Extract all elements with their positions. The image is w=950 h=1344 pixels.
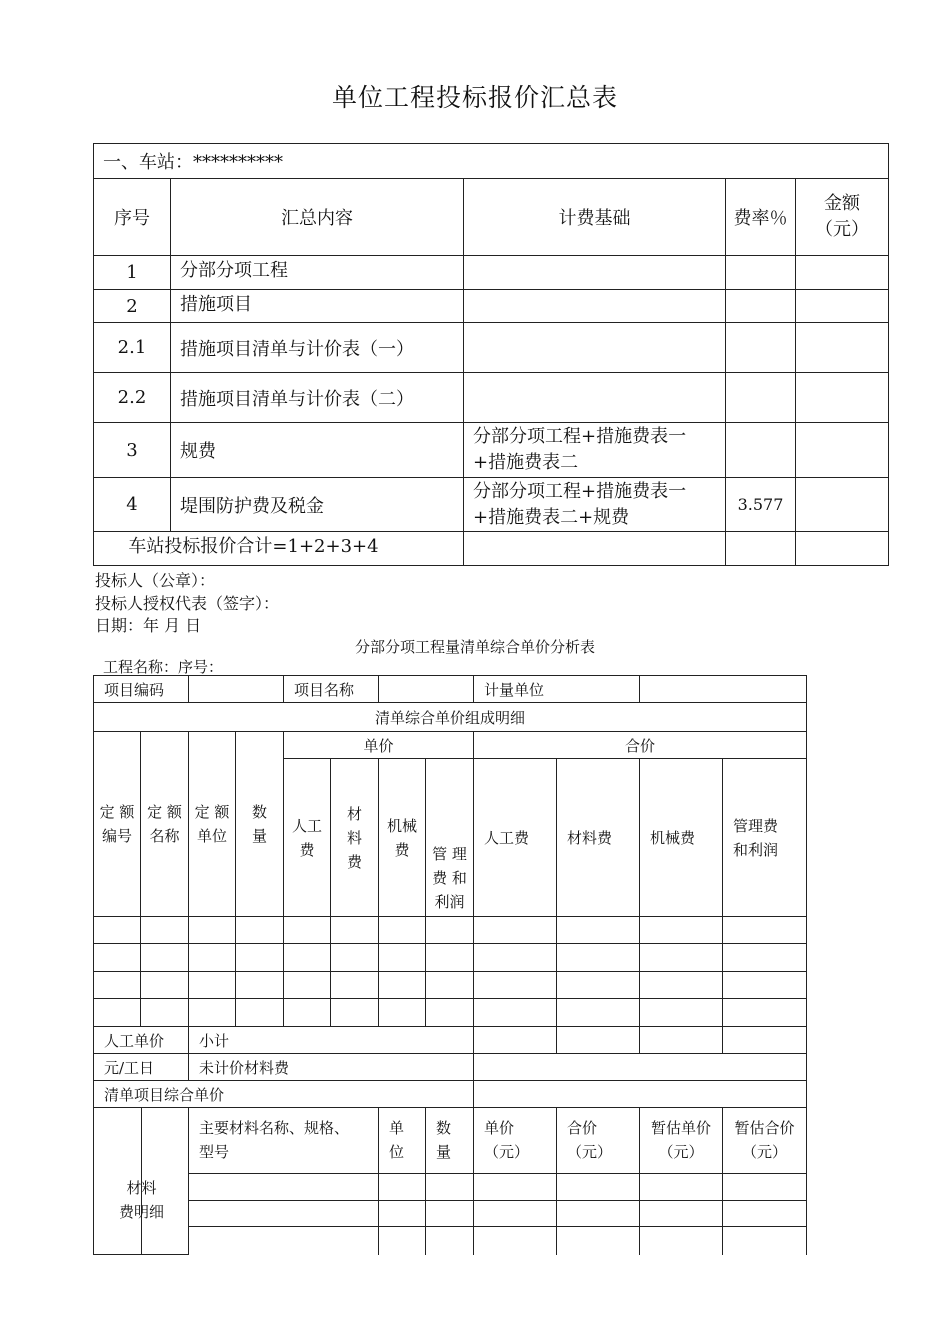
tp-material-header: 材料费 (557, 759, 640, 917)
row-seq: 2.2 (94, 373, 171, 423)
detail-title: 清单综合单价组成明细 (94, 703, 807, 732)
row-basis (464, 373, 726, 423)
table-row (94, 478, 889, 532)
total-label: 车站投标报价合计=1+2+3+4 (94, 532, 464, 566)
quota-name-header: 定 额 名称 (141, 732, 189, 917)
material-row (94, 1227, 807, 1255)
row-amount (796, 423, 889, 478)
m-est-total-header: 暂估合价 （元） (723, 1108, 807, 1174)
item-unit-price-row (94, 1081, 807, 1108)
summary-header-row (94, 179, 889, 256)
row-content: 措施项目清单与计价表（二） (171, 373, 464, 423)
station-label: 一、车站：********** (94, 144, 889, 179)
unit-measure-label: 计量单位 (474, 676, 640, 703)
row-content: 规费 (171, 423, 464, 478)
unpriced-label: 未计价材料费 (189, 1054, 474, 1081)
row-rate: 3.577 (726, 478, 796, 532)
header-rate: 费率％ (726, 179, 796, 256)
material-row (94, 1174, 807, 1201)
row-seq: 2 (94, 290, 171, 323)
row-basis (464, 256, 726, 290)
table-row (94, 917, 807, 944)
page-title: 单位工程投标报价汇总表 (331, 83, 618, 112)
row-basis: 分部分项工程+措施费表一 +措施费表二+规费 (464, 478, 726, 532)
table-row (94, 323, 889, 373)
subtotal-label: 小计 (189, 1027, 474, 1054)
m-total-header: 合价 （元） (557, 1108, 640, 1174)
row-rate (726, 290, 796, 323)
total-rate (726, 532, 796, 566)
item-unit-price-label: 清单项目综合单价 (94, 1081, 474, 1108)
row-rate (726, 323, 796, 373)
item-name-label: 项目名称 (284, 676, 379, 703)
item-info-row (94, 676, 807, 703)
header-content: 汇总内容 (171, 179, 464, 256)
row-basis (464, 290, 726, 323)
representative-label: 投标人授权代表（签字）： (95, 594, 280, 613)
material-header-row (94, 1108, 807, 1174)
total-row (94, 532, 889, 566)
per-day-label: 元/工日 (94, 1054, 189, 1081)
total-amount (796, 532, 889, 566)
material-row (94, 1201, 807, 1227)
unit-price-header: 单价 (284, 732, 474, 759)
row-seq: 4 (94, 478, 171, 532)
table-row (94, 944, 807, 972)
table-row (94, 256, 889, 290)
quota-unit-header: 定 额 单位 (189, 732, 236, 917)
row-rate (726, 373, 796, 423)
table-row (94, 423, 889, 478)
m-unit-price-header: 单价 （元） (474, 1108, 557, 1174)
material-detail-label: 材料 费明细 (94, 1108, 189, 1255)
up-material-header: 材 料 费 (331, 759, 379, 917)
row-amount (796, 373, 889, 423)
project-line: 工程名称：序号： (103, 658, 224, 676)
unit-measure-value (640, 676, 807, 703)
row-content: 堤围防护费及税金 (171, 478, 464, 532)
item-code-value (189, 676, 284, 703)
up-machine-header: 机械 费 (379, 759, 426, 917)
main-material-header: 主要材料名称、规格、 型号 (189, 1108, 379, 1174)
subtotal-row (94, 1027, 807, 1054)
header-seq: 序号 (94, 179, 171, 256)
item-code-label: 项目编码 (94, 676, 189, 703)
quota-code-header: 定 额 编号 (94, 732, 141, 917)
row-seq: 3 (94, 423, 171, 478)
m-unit-header: 单 位 (379, 1108, 426, 1174)
tp-labor-header: 人工费 (474, 759, 557, 917)
analysis-title: 分部分项工程量清单综合单价分析表 (354, 638, 595, 656)
tp-machine-header: 机械费 (640, 759, 723, 917)
row-basis: 分部分项工程+措施费表一 +措施费表二 (464, 423, 726, 478)
header-amount: 金额 （元） (796, 179, 889, 256)
unpriced-row (94, 1054, 807, 1081)
row-seq: 1 (94, 256, 171, 290)
price-group-row (94, 732, 807, 759)
row-rate (726, 256, 796, 290)
table-row (94, 290, 889, 323)
row-amount (796, 290, 889, 323)
tp-mgmt-header: 管理费 和利润 (723, 759, 807, 917)
row-rate (726, 423, 796, 478)
m-est-unit-header: 暂估单价 （元） (640, 1108, 723, 1174)
item-name-value (379, 676, 474, 703)
up-labor-header: 人工 费 (284, 759, 331, 917)
row-amount (796, 256, 889, 290)
summary-table (93, 143, 889, 566)
row-content: 措施项目清单与计价表（一） (171, 323, 464, 373)
analysis-table (93, 675, 807, 1255)
bidder-seal-label: 投标人（公章）： (95, 571, 216, 590)
row-content: 分部分项工程 (171, 256, 464, 290)
row-amount (796, 323, 889, 373)
header-basis: 计费基础 (464, 179, 726, 256)
table-row (94, 373, 889, 423)
up-mgmt-header: 管 理 费 和 利润 (426, 759, 474, 917)
table-row (94, 972, 807, 999)
quantity-header: 数 量 (236, 732, 284, 917)
total-basis (464, 532, 726, 566)
row-amount (796, 478, 889, 532)
m-qty-header: 数 量 (426, 1108, 474, 1174)
row-seq: 2.1 (94, 323, 171, 373)
labor-price-label: 人工单价 (94, 1027, 189, 1054)
row-content: 措施项目 (171, 290, 464, 323)
date-label: 日期：年 月 日 (95, 616, 202, 635)
table-row (94, 999, 807, 1027)
total-price-header: 合价 (474, 732, 807, 759)
row-basis (464, 323, 726, 373)
